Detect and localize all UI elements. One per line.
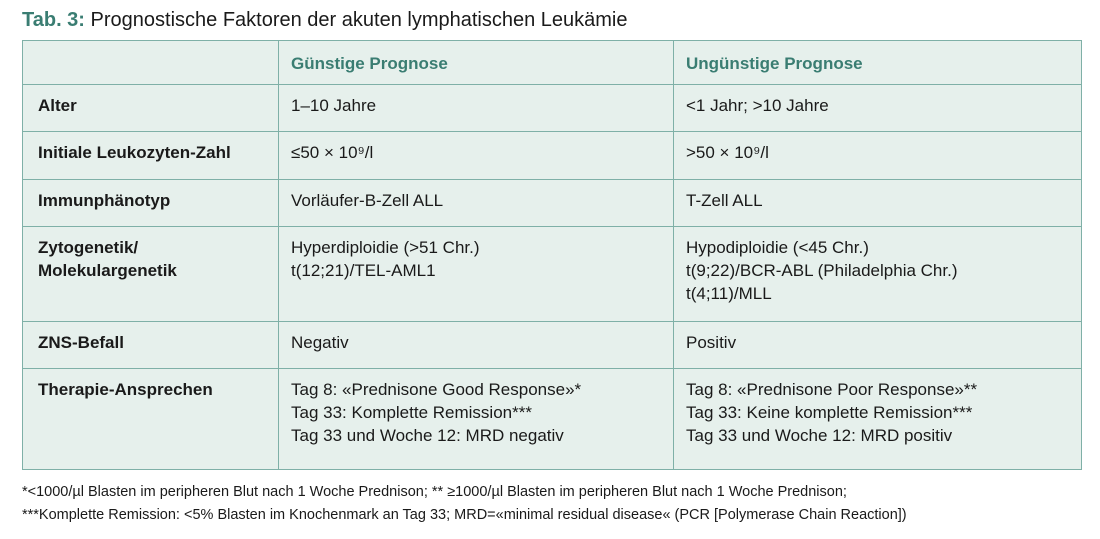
- unfavorable-text: Tag 33 und Woche 12: MRD positiv: [686, 426, 953, 445]
- unfavorable-cell: [673, 131, 1083, 179]
- table-title-text: Prognostische Faktoren der akuten lymphatischen Leukämie: [90, 9, 628, 31]
- factor-cell: [23, 321, 278, 368]
- unfavorable-text: >50 × 10⁹/l: [686, 143, 769, 162]
- table-row: [23, 226, 1081, 322]
- factor-text: Therapie-Ansprechen: [38, 380, 213, 399]
- favorable-text: Tag 8: «Prednisone Good Response»*: [291, 380, 582, 399]
- table-title: [22, 8, 628, 32]
- table-row: [23, 321, 1081, 369]
- unfavorable-cell: [673, 321, 1083, 368]
- favorable-text: Hyperdiploidie (>51 Chr.): [291, 238, 480, 257]
- factor-cell: [23, 84, 278, 131]
- table-row: [23, 179, 1081, 227]
- unfavorable-text: t(4;11)/MLL: [686, 284, 772, 303]
- favorable-cell: [278, 84, 673, 131]
- factor-text: Zytogenetik/: [38, 238, 139, 257]
- unfavorable-text: Hypodiploidie (<45 Chr.): [686, 238, 869, 257]
- footnote-line: ***Komplette Remission: <5% Blasten im Knochenmark an Tag 33; MRD=«minimal residual disease« (PCR [Polymerase Chain Reaction]): [22, 507, 907, 523]
- unfavorable-text: Positiv: [686, 333, 737, 352]
- favorable-cell: [278, 321, 673, 368]
- factor-cell: [23, 179, 278, 226]
- favorable-text: 1–10 Jahre: [291, 96, 377, 115]
- unfavorable-cell: [673, 368, 1083, 469]
- factor-text: Alter: [38, 96, 77, 115]
- factor-text: Immunphänotyp: [38, 191, 171, 210]
- header-cell-factor: [23, 41, 278, 84]
- factor-cell: [23, 131, 278, 179]
- favorable-text: t(12;21)/TEL-AML1: [291, 261, 436, 280]
- unfavorable-text: t(9;22)/BCR-ABL (Philadelphia Chr.): [686, 261, 958, 280]
- footnote-line: *<1000/µl Blasten im peripheren Blut nach 1 Woche Prednison; ** ≥1000/µl Blasten im peripheren Blut nach 1 Woche Prednison;: [22, 484, 847, 500]
- factor-cell: [23, 368, 278, 469]
- factor-text: Initiale Leukozyten-Zahl: [38, 143, 231, 162]
- table-header-row: [23, 41, 1081, 85]
- unfavorable-cell: [673, 226, 1083, 321]
- factor-text: Molekulargenetik: [38, 261, 177, 280]
- header-cell-favorable: Günstige Prognose: [278, 41, 673, 84]
- favorable-cell: [278, 226, 673, 321]
- favorable-text: Tag 33 und Woche 12: MRD negativ: [291, 426, 564, 445]
- prognosis-table: [22, 40, 1082, 470]
- header-cell-unfavorable: Ungünstige Prognose: [673, 41, 1083, 84]
- unfavorable-cell: [673, 84, 1083, 131]
- unfavorable-text: T-Zell ALL: [686, 191, 763, 210]
- table-number-label: Tab. 3:: [22, 9, 85, 31]
- unfavorable-text: Tag 33: Keine komplette Remission***: [686, 403, 973, 422]
- favorable-text: Tag 33: Komplette Remission***: [291, 403, 532, 422]
- table-row: [23, 368, 1081, 469]
- unfavorable-text: Tag 8: «Prednisone Poor Response»**: [686, 380, 978, 399]
- table-row: [23, 131, 1081, 180]
- favorable-text: ≤50 × 10⁹/l: [291, 143, 374, 162]
- footnotes: [22, 481, 907, 527]
- favorable-cell: [278, 368, 673, 469]
- favorable-text: Negativ: [291, 333, 349, 352]
- unfavorable-cell: [673, 179, 1083, 226]
- factor-text: ZNS-Befall: [38, 333, 124, 352]
- unfavorable-text: <1 Jahr; >10 Jahre: [686, 96, 829, 115]
- favorable-text: Vorläufer-B-Zell ALL: [291, 191, 444, 210]
- favorable-cell: [278, 131, 673, 179]
- factor-cell: [23, 226, 278, 321]
- favorable-cell: [278, 179, 673, 226]
- table-row: [23, 84, 1081, 132]
